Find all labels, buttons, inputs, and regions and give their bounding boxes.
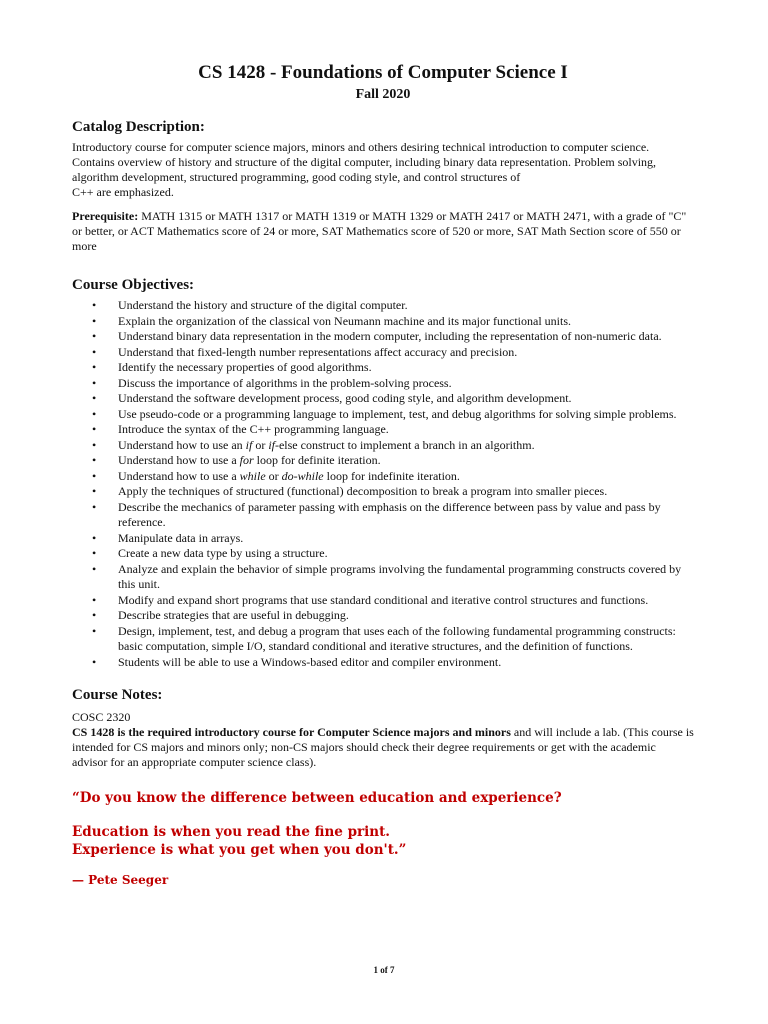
bullet: • (92, 654, 97, 669)
list-item (72, 422, 694, 438)
objective-text: Create a new data type by using a structure. (118, 546, 328, 560)
code-term: do-while (281, 468, 324, 483)
objectives-heading: Course Objectives: (72, 277, 195, 293)
text-fragment: or (265, 468, 282, 483)
notes-paragraph (72, 725, 694, 770)
list-item (72, 593, 694, 609)
list-item (72, 531, 694, 547)
quote-line-3: Experience is what you get when you don't.” (72, 842, 407, 858)
catalog-description (72, 140, 694, 200)
list-item (72, 500, 694, 531)
bullet: • (92, 468, 97, 483)
objective-text: Analyze and explain the behavior of simple programs involving the fundamental programming constructs covered by this unit. (118, 561, 682, 591)
objective-text (118, 438, 535, 452)
catalog-text-line2: C++ are emphasized. (72, 185, 174, 199)
bullet: • (92, 608, 97, 622)
code-term: if (245, 437, 253, 452)
list-item (72, 360, 694, 376)
bullet: • (92, 313, 97, 328)
catalog-heading: Catalog Description: (72, 119, 205, 135)
bullet: • (92, 530, 97, 545)
prerequisite-label: Prerequisite: (72, 209, 139, 223)
list-item (72, 345, 694, 361)
objectives-list (72, 298, 694, 670)
bullet: • (92, 391, 97, 405)
notes-heading: Course Notes: (72, 687, 163, 703)
text-fragment: -else construct to implement a branch in an algorithm. (274, 437, 535, 452)
objective-text: Manipulate data in arrays. (118, 530, 244, 545)
objective-text: Modify and expand short programs that use standard conditional and iterative control structures and functions. (118, 592, 649, 607)
objective-text (118, 453, 381, 467)
objective-text: Students will be able to use a Windows-based editor and compiler environment. (118, 654, 502, 669)
list-item (72, 562, 694, 593)
objective-text: Understand the software development process, good coding style, and algorithm development. (118, 391, 572, 405)
bullet: • (92, 406, 97, 421)
list-item (72, 469, 694, 485)
page-number: 1 of 7 (373, 965, 395, 975)
objective-text: Discuss the importance of algorithms in the problem-solving process. (118, 375, 452, 390)
objective-text (118, 469, 460, 483)
list-item (72, 546, 694, 562)
prerequisite-paragraph (72, 209, 694, 254)
objective-text: Describe strategies that are useful in debugging. (118, 608, 349, 622)
text-fragment: or (252, 437, 269, 452)
prerequisite-text: MATH 1315 or MATH 1317 or MATH 1319 or MATH 1329 or MATH 2417 or MATH 2471, with a grade of "C" or better, or ACT Mathematics score of 24 or more, SAT Mathematics score of 520 or more, SAT Math Section score of 550 or more (72, 209, 687, 253)
objective-text: Use pseudo-code or a programming language to implement, test, and debug algorithms for solving simple problems. (118, 406, 677, 421)
bullet: • (92, 623, 97, 638)
list-item (72, 391, 694, 407)
objective-text: Understand binary data representation in the modern computer, including the representation of non-numeric data. (118, 329, 662, 343)
list-item (72, 298, 694, 314)
quote-line-2: Education is when you read the fine print. (72, 824, 391, 840)
list-item (72, 329, 694, 345)
bullet: • (92, 484, 97, 498)
bullet: • (92, 360, 97, 374)
text-fragment: loop for indefinite iteration. (323, 468, 460, 483)
list-item (72, 655, 694, 671)
objective-text: Explain the organization of the classical von Neumann machine and its major functional units. (118, 313, 571, 328)
bullet: • (92, 422, 97, 436)
objective-text: Understand the history and structure of the digital computer. (118, 298, 408, 312)
list-item (72, 314, 694, 330)
bullet: • (92, 546, 97, 560)
page-title: CS 1428 - Foundations of Computer Science I (198, 62, 568, 83)
catalog-text-line1: Introductory course for computer science majors, minors and others desiring technical introduction to computer science. Contains overview of history and structure of the digital computer, including binary data representation. Problem solving, algorithm development, structured programming, good coding style, and control structures of (72, 140, 657, 184)
bullet: • (92, 437, 97, 452)
notes-rest-text: and will include a lab. (This course is intended for CS majors and minors only; non-CS majors should check their degree requirements or get with the academic advisor for an appropriate computer science class). (72, 725, 694, 769)
document-page (72, 62, 694, 888)
objective-text: Understand that fixed-length number representations affect accuracy and precision. (118, 344, 518, 359)
text-fragment: Understand how to use a (118, 453, 240, 467)
bullet: • (92, 592, 97, 607)
bullet: • (92, 499, 97, 514)
list-item (72, 484, 694, 500)
bullet: • (92, 375, 97, 390)
course-code: COSC 2320 (72, 710, 131, 724)
list-item (72, 624, 694, 655)
text-fragment: Understand how to use a (118, 468, 240, 483)
bullet: • (92, 298, 97, 312)
notes-bold-text: CS 1428 is the required introductory course for Computer Science majors and minors (72, 725, 511, 739)
bullet: • (92, 453, 97, 467)
objective-text: Introduce the syntax of the C++ programming language. (118, 422, 389, 436)
objective-text: Design, implement, test, and debug a program that uses each of the following fundamental programming constructs: basic computation, simple I/O, standard conditional and iterative structures, and the definition of functions. (118, 623, 676, 653)
code-term: if (268, 437, 275, 452)
bullet: • (92, 344, 97, 359)
objective-text: Identify the necessary properties of good algorithms. (118, 360, 372, 374)
objective-text: Describe the mechanics of parameter passing with emphasis on the difference between pass by value and pass by reference. (118, 499, 661, 529)
list-item (72, 376, 694, 392)
objective-text: Apply the techniques of structured (functional) decomposition to break a program into smaller pieces. (118, 484, 608, 498)
code-term: while (239, 468, 266, 483)
quote-attribution: — Pete Seeger (72, 873, 169, 887)
code-term: for (239, 453, 254, 467)
term-label: Fall 2020 (355, 87, 411, 102)
bullet: • (92, 561, 97, 576)
text-fragment: loop for definite iteration. (253, 453, 381, 467)
text-fragment: Understand how to use an (118, 437, 246, 452)
bullet: • (92, 329, 97, 343)
list-item (72, 407, 694, 423)
list-item (72, 608, 694, 624)
quote-line-1: “Do you know the difference between education and experience? (72, 790, 562, 806)
list-item (72, 438, 694, 454)
list-item (72, 453, 694, 469)
